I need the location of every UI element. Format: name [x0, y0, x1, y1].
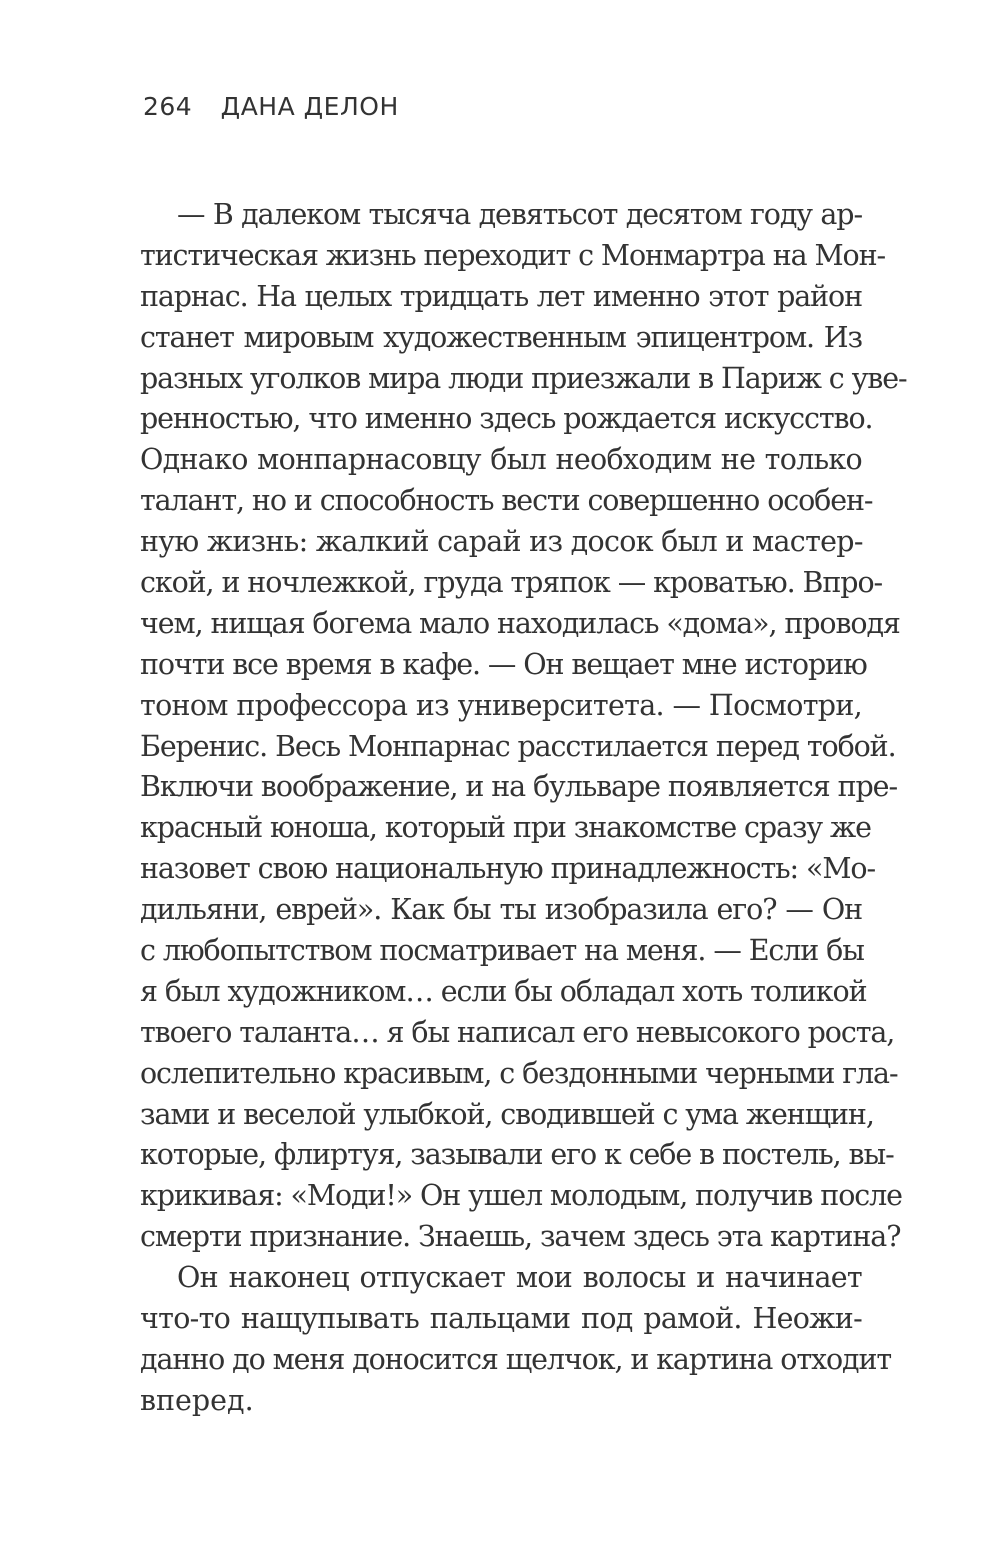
text-line: чем, нищая богема мало находилась «дома», проводя	[140, 606, 900, 640]
text-line: зами и веселой улыбкой, сводившей с ума женщин,	[140, 1097, 874, 1131]
paragraph-2	[140, 1258, 892, 1422]
paragraph-1	[140, 195, 907, 1258]
text-line: вперед.	[140, 1383, 254, 1417]
text-line: станет мировым художественным эпицентром. Из	[140, 320, 862, 354]
body-text	[140, 195, 907, 1422]
text-line: красный юноша, который при знакомстве сразу же	[140, 811, 871, 845]
author-name: ДАНА ДЕЛОН	[220, 92, 399, 121]
text-line: смерти признание. Знаешь, зачем здесь эта картина?	[140, 1220, 901, 1254]
text-line: Он наконец отпускает мои волосы и начинает	[177, 1261, 862, 1295]
text-line: — В далеком тысяча девятьсот десятом году ар-	[177, 198, 862, 231]
text-line: почти все время в кафе. — Он вещает мне историю	[140, 647, 867, 681]
text-line: я был художником… если бы обладал хоть толикой	[140, 974, 867, 1008]
text-line: тистическая жизнь переходит с Монмартра на Мон-	[140, 238, 886, 272]
text-line: тоном профессора из университета. — Посмотри,	[140, 688, 862, 722]
running-head	[143, 92, 399, 121]
text-line: с любопытством посматривает на меня. — Если бы	[140, 934, 864, 968]
text-line: талант, но и способность вести совершенно особен-	[140, 484, 873, 518]
text-line: Беренис. Весь Монпарнас расстилается перед тобой.	[140, 729, 896, 763]
text-line: данно до меня доносится щелчок, и картина отходит	[140, 1342, 892, 1376]
text-line: ренностью, что именно здесь рождается искусство.	[140, 402, 873, 436]
text-line: ской, и ночлежкой, груда тряпок — кроватью. Впро-	[140, 566, 883, 600]
text-line: ную жизнь: жалкий сарай из досок был и мастер-	[140, 525, 863, 559]
text-line: Однако монпарнасовцу был необходим не только	[140, 443, 862, 477]
text-line: парнас. На целых тридцать лет именно этот район	[140, 279, 862, 313]
page-number: 264	[143, 92, 193, 121]
text-line: что-то нащупывать пальцами под рамой. Неожи-	[140, 1302, 862, 1336]
text-line: Включи воображение, и на бульваре появляется пре-	[140, 770, 897, 804]
text-line: разных уголков мира люди приезжали в Париж с уве-	[140, 361, 907, 395]
text-line: крикивая: «Моди!» Он ушел молодым, получив после	[140, 1179, 902, 1213]
text-line: дильяни, еврей». Как бы ты изобразила его? — Он	[140, 893, 862, 927]
text-line: твоего таланта… я бы написал его невысокого роста,	[140, 1015, 895, 1049]
text-line: назовет свою национальную принадлежность: «Мо-	[140, 852, 876, 886]
text-line: ослепительно красивым, с бездонными черными гла-	[140, 1056, 898, 1090]
text-line: которые, флиртуя, зазывали его к себе в постель, вы-	[140, 1138, 894, 1172]
